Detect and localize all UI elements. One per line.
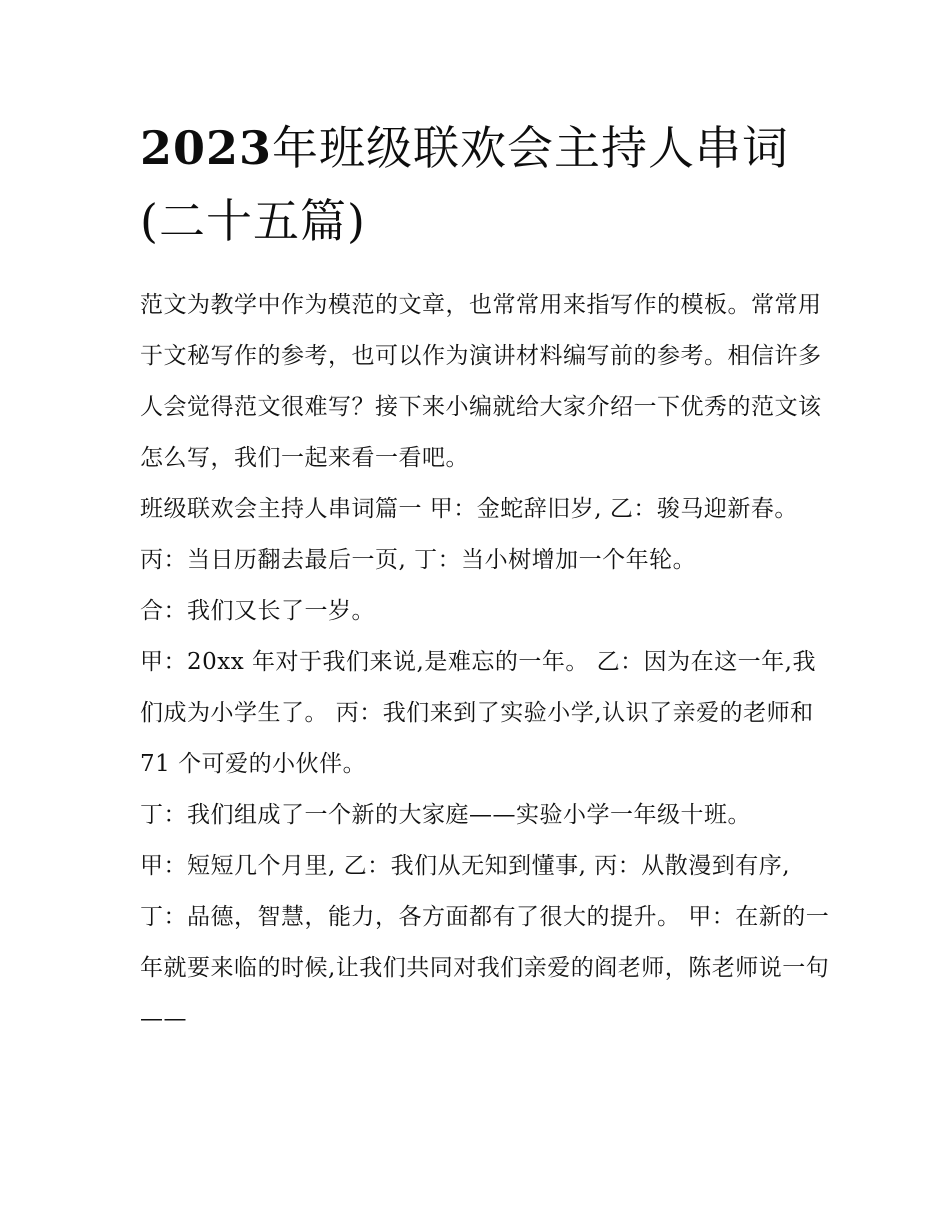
script-paragraph: 甲：短短几个月里, 乙：我们从无知到懂事, 丙：从散漫到有序, <box>140 853 791 879</box>
title-year: 2023 <box>140 121 273 175</box>
script-paragraph: 班级联欢会主持人串词篇一 甲：金蛇辞旧岁, 乙：骏马迎新春。 丙：当日历翻去最后一页, 丁：当小树增加一个年轮。 <box>140 496 806 573</box>
title-line-2: (二十五篇) <box>140 194 366 248</box>
title-line-1: 年班级联欢会主持人串词 <box>272 121 790 175</box>
script-paragraph: 甲：20xx 年对于我们来说,是难忘的一年。 乙：因为在这一年,我们成为小学生了。 丙：我们来到了实验小学,认识了亲爱的老师和 71 个可爱的小伙伴。 <box>140 649 822 777</box>
document-body <box>140 280 830 1045</box>
script-paragraph: 丁：我们组成了一个新的大家庭——实验小学一年级十班。 <box>140 802 751 828</box>
script-paragraph: 丁：品德，智慧，能力，各方面都有了很大的提升。 甲：在新的一年就要来临的时候,让我们共同对我们亲爱的阎老师，陈老师说一句—— <box>140 904 830 1032</box>
document-title <box>140 112 830 258</box>
document-page <box>140 112 830 1045</box>
script-paragraph: 合：我们又长了一岁。 <box>140 598 375 624</box>
intro-paragraph: 范文为教学中作为模范的文章，也常常用来指写作的模板。常常用于文秘写作的参考，也可以作为演讲材料编写前的参考。相信许多人会觉得范文很难写？接下来小编就给大家介绍一下优秀的范文该怎么写，我们一起来看一看吧。 <box>140 292 822 471</box>
